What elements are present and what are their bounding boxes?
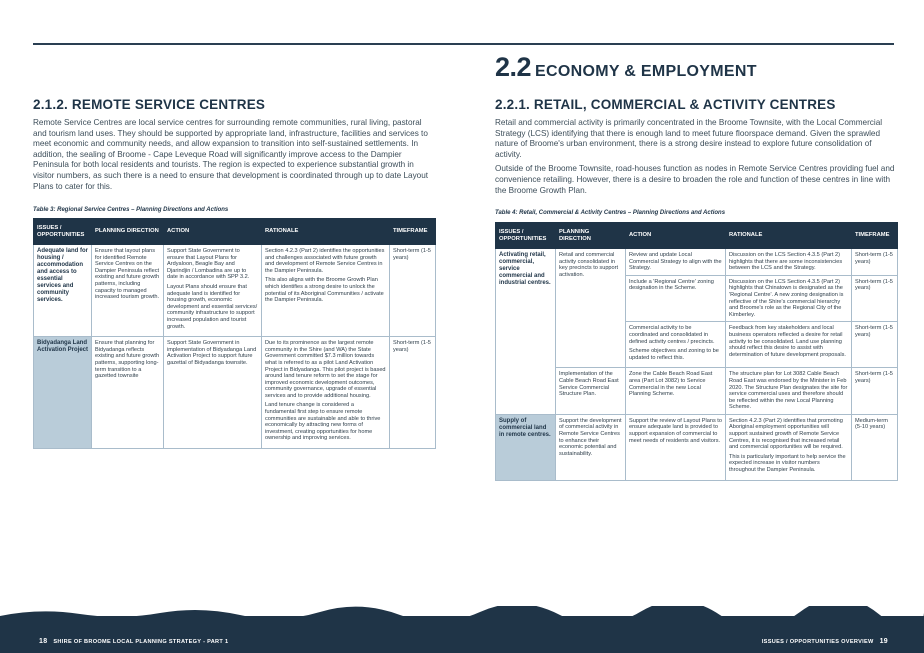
rationale-text: Due to its prominence as the largest remote community in the Shire (and WA) the State Government committed $7.3 million towards what is referred to as a pilot Land Activation Project in Bidyadanga. This pilot project is based around land tenure reform to set the stage for improved economic development outcomes, community governance, upgrade of essential services and to provide additional housing. (265, 340, 386, 399)
action-text: Commercial activity to be coordinated and consolidated in defined activity centres / precincts. (629, 325, 715, 345)
page-number: 18 (39, 638, 48, 645)
intro-paragraph: Remote Service Centres are local service centres for surrounding remote communities, rural living, pastoral and tourism land uses. They should be supported by appropriate land, infrastructure, facilities and services to meet economic and community needs, and allow expansion to transition into self-sustained settlements. In addition, the sealing of Broome - Cape Leveque Road will significantly improve access to the Dampier Peninsula for both local residents and tourists. The region is expected to experience substantial growth in visitor numbers, as such there is a need to ensure that development is coordinated through up to date Layout Plans to cater for this. (33, 118, 429, 191)
footer-title: ISSUES / OPPORTUNITIES OVERVIEW (761, 639, 874, 645)
table-row (496, 368, 898, 415)
section-title: 2.1.2. REMOTE SERVICE CENTRES (33, 97, 266, 112)
issue-cell: Activating retail, commercial, service commercial and industrial centres. (496, 249, 556, 415)
timeframe-cell: Short-term (1-5 years) (852, 368, 898, 415)
action-cell (164, 337, 262, 449)
chapter-heading (495, 52, 757, 83)
intro-text (495, 118, 895, 200)
top-rule (33, 43, 462, 45)
action-text: Layout Plans should ensure that adequate land is identified for housing growth, economic development and essential services/ community infrastructure to support increased population and tourist growth. (167, 283, 258, 330)
rationale-cell (726, 414, 852, 480)
action-text: Support State Government to ensure that Layout Plans for Ardyaloon, Beagle Bay and Djarindjin / Lombadina are up to date in accordance with SPP 3.2. (167, 248, 250, 281)
rationale-cell: Discussion on the LCS Section 4.3.5 (Part 2) highlights that Chinatown is designated as the 'Regional Centre'. A new zoning designation is reflective of the Shire's commercial hierarchy and Broome's role as the Regional City of the Kimberley. (726, 275, 852, 322)
action-cell: Zone the Cable Beach Road East area (Part Lot 3082) to Service Commercial in the new Local Planning Scheme. (626, 368, 726, 415)
direction-cell: Ensure that layout plans for identified Remote Service Centres on the Dampier Peninsula reflect existing and future growth patterns, including capacity to managed increased tourism growth. (92, 245, 164, 337)
planning-table (33, 218, 436, 449)
intro-paragraph: Outside of the Broome Townsite, road-houses function as nodes in Remote Service Centres providing fuel and convenience retailing. However, there is a desire to broaden the role and function of these centres in line with the Broome Growth Plan. (495, 164, 895, 195)
header-rationale: RATIONALE (262, 219, 390, 245)
issue-cell: Supply of commercial land in remote centres. (496, 414, 556, 480)
direction-cell: Retail and commercial activity consolidated in key precincts to support activation. (556, 249, 626, 368)
table-header-row (34, 219, 436, 245)
action-cell: Support the review of Layout Plans to ensure adequate land is provided to support expansion of commercial to meet needs of residents and visitors. (626, 414, 726, 480)
timeframe-cell: Short-term (1-5 years) (852, 249, 898, 276)
header-action: ACTION (164, 219, 262, 245)
intro-paragraph: Retail and commercial activity is primarily concentrated in the Broome Townsite, with the Local Commercial Strategy (LCS) identifying that there is enough land to meet future floorspace demand. Given the sprawled nature of Broome's urban environment, there is a strong desire instead to explore future consolidation of activity. (495, 118, 883, 159)
rationale-text: This also aligns with the Broome Growth Plan which identifies a strong desire to unlock the potential of its Aboriginal Communities / activate the Dampier Peninsula. (265, 277, 384, 304)
header-timeframe: TIMEFRAME (390, 219, 436, 245)
chapter-number: 2.2 (495, 52, 532, 82)
table-row (34, 337, 436, 449)
timeframe-cell: Short-term (1-5 years) (852, 275, 898, 322)
header-direction: PLANNING DIRECTION (556, 223, 626, 249)
direction-cell: Ensure that planning for Bidyadanga reflects existing and future growth patterns, supporting long-term transition to a gazetted townsite (92, 337, 164, 449)
intro-text (33, 118, 433, 196)
planning-table (495, 222, 898, 481)
chapter-name: ECONOMY & EMPLOYMENT (535, 63, 757, 80)
rationale-text: Section 4.2.3 (Part 2) identifies the opportunities and challenges associated with future growth and development of Remote Service Centres in the Dampier Peninsula. (265, 248, 385, 274)
footer-right (762, 638, 894, 645)
direction-cell: Support the development of commercial activity in Remote Service Centres to enhance their economic potential and sustainability. (556, 414, 626, 480)
header-rationale: RATIONALE (726, 223, 852, 249)
rationale-cell: The structure plan for Lot 3082 Cable Beach Road East was endorsed by the Minister in Feb 2020. The Structure Plan designates the site for service commercial uses and therefore should be reflected within the new Local Planning Scheme. (726, 368, 852, 415)
issue-cell: Adequate land for housing / accommodation and access to essential services and community services. (34, 245, 92, 337)
left-page (0, 0, 462, 620)
header-issues: ISSUES / OPPORTUNITIES (496, 223, 556, 249)
header-action: ACTION (626, 223, 726, 249)
top-rule (462, 43, 894, 45)
table-header-row (496, 223, 898, 249)
action-cell: Review and update Local Commercial Strategy to align with the Strategy. (626, 249, 726, 276)
rationale-text: Section 4.2.3 (Part 2) identifies that promoting Aboriginal employment opportunities will support sustained growth of Remote Service Centres, it is recognised that increased retail and commercial opportunities will be required. (729, 417, 843, 451)
footer-title: SHIRE OF BROOME LOCAL PLANNING STRATEGY - PART 1 (53, 639, 229, 645)
table-caption: Table 3: Regional Service Centres – Planning Directions and Actions (33, 207, 229, 213)
footer-band (0, 616, 924, 653)
header-issues: ISSUES / OPPORTUNITIES (34, 219, 92, 245)
action-text: Support State Government in implementation of Bidyadanga Land Activation Project to support future gazettal of Bidyadanga townsite. (167, 340, 257, 366)
header-timeframe: TIMEFRAME (852, 223, 898, 249)
table-row (496, 249, 898, 276)
timeframe-cell: Short-term (1-5 years) (390, 245, 436, 337)
issue-cell: Bidyadanga Land Activation Project (34, 337, 92, 449)
footer-left (33, 638, 228, 645)
action-text: Scheme objectives and zoning to be updated to reflect this. (629, 348, 719, 361)
rationale-text: This is particularly important to help service the expected increase in visitor numbers throughout the Dampier Peninsula. (729, 453, 846, 474)
action-cell (626, 322, 726, 368)
footer-wave-graphic (0, 606, 924, 620)
header-direction: PLANNING DIRECTION (92, 219, 164, 245)
rationale-cell: Feedback from key stakeholders and local business operators reflected a desire for retail activity to be consolidated. Land use planning should reflect this desire to assist with determination of future development proposals. (726, 322, 852, 368)
table-caption: Table 4: Retail, Commercial & Activity Centres – Planning Directions and Actions (495, 210, 726, 216)
right-page (462, 0, 924, 620)
timeframe-cell: Short-term (1-5 years) (390, 337, 436, 449)
table-row (34, 245, 436, 337)
timeframe-cell: Medium-term (5-10 years) (852, 414, 898, 480)
page-number: 19 (879, 638, 888, 645)
rationale-cell: Discussion on the LCS Section 4.3.5 (Part 2) highlights that there are some inconsistencies between the LCS and the Strategy. (726, 249, 852, 276)
timeframe-cell: Short-term (1-5 years) (852, 322, 898, 368)
rationale-cell (262, 245, 390, 337)
action-cell: Include a 'Regional Centre' zoning designation in the Scheme. (626, 275, 726, 322)
rationale-cell (262, 337, 390, 449)
direction-cell: Implementation of the Cable Beach Road East Service Commercial Structure Plan. (556, 368, 626, 415)
action-cell (164, 245, 262, 337)
table-row (496, 414, 898, 480)
section-title: 2.2.1. RETAIL, COMMERCIAL & ACTIVITY CENTRES (495, 97, 836, 112)
rationale-text: Land tenure change is considered a fundamental first step to ensure remote communities are sustainable and able to thrive economically by attracting new forms of investment, creating opportunities for home ownership and improving services. (265, 402, 381, 442)
